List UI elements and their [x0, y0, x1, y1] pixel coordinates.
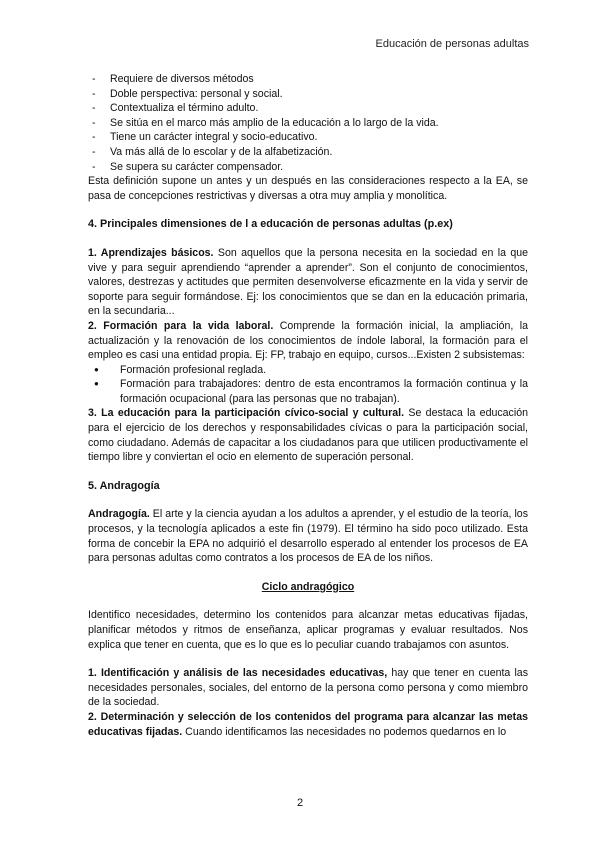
list-item: - Se supera su carácter compensador.	[90, 160, 528, 175]
dimension-civic-participation	[88, 406, 528, 464]
step-title: 2. Determinación y selección de los contenidos del programa para alcanzar las metas educativas fijadas.	[88, 710, 528, 738]
step-title: 1. Identificación y análisis de las necesidades educativas,	[88, 667, 388, 680]
list-item: - Contextualiza el término adulto.	[90, 101, 528, 116]
cycle-step-2	[88, 710, 528, 739]
page-number: 2	[296, 797, 304, 809]
dimension-title: 2. Formación para la vida laboral.	[88, 319, 274, 332]
list-item: - Tiene un carácter integral y socio-educativo.	[90, 130, 528, 145]
cycle-intro: Identifico necesidades, determino los contenidos para alcanzar metas educativas fijadas, planificar métodos y ritmos de enseñanza, aplicar programas y evaluar resultados. Nos explica que tener en cuenta, que es lo que es lo peculiar cuando trabajamos con asuntos.	[88, 609, 528, 651]
definition-text: El arte y la ciencia ayudan a los adultos a aprender, y el estudio de la teoría, los procesos, y la tecnología aplicados a este fin (1979). El término ha sido poco utilizado. Esta forma de concebir la EPA no adquirió el desarrollo esperado al entender los procesos de EA para personas adultas como contratos a los procesos de EA de los niños.	[88, 508, 528, 565]
list-item: - Se sitúa en el marco más amplio de la educación a lo largo de la vida.	[90, 116, 528, 131]
step-text: hay que tener en cuenta las necesidades personales, sociales, del entorno de la persona como persona y como miembro de la sociedad.	[88, 667, 528, 709]
dimension-title: 3. La educación para la participación cívico-social y cultural.	[88, 407, 405, 420]
cycle-step-1	[88, 666, 528, 710]
andragogy-definition	[88, 507, 528, 565]
intro-paragraph: Esta definición supone un antes y un después en las consideraciones respecto a la EA, se pasa de concepciones restrictivas y diversas a otra muy amplia y monolítica.	[88, 175, 528, 202]
list-item: - Doble perspectiva: personal y social.	[90, 87, 528, 102]
cycle-title: Ciclo andragógico	[261, 580, 355, 593]
dimension-title: 1. Aprendizajes básicos.	[88, 246, 214, 259]
section-5-heading: 5. Andragogía	[88, 479, 160, 492]
dimension-work-training	[88, 319, 528, 363]
dimension-basic-learning	[88, 246, 528, 319]
subsystems-list	[88, 363, 528, 407]
list-item: ● Formación profesional reglada.	[88, 363, 528, 378]
list-item: - Requiere de diversos métodos	[90, 72, 528, 87]
term: Andragogía.	[88, 508, 150, 521]
dimension-text: Comprende la formación inicial, la ampliación, la actualización y la renovación de los conocimientos de índole laboral, la formación para el empleo es casi una entidad propia. Ej: FP, trabajo en equipo, cursos...Existen 2 subsistemas:	[88, 319, 528, 362]
step-text: Cuando identificamos las necesidades no podemos quedarnos en lo	[182, 725, 507, 738]
section-4-heading: 4. Principales dimensiones de l a educación de personas adultas (p.ex)	[88, 218, 453, 231]
list-item: ● Formación para trabajadores: dentro de esta encontramos la formación continua y la formación ocupacional (para las personas que no trabajan).	[88, 377, 528, 406]
dimension-text: Son aquellos que la persona necesita en la sociedad en la que vive y para seguir aprendiendo “aprender a aprender”. Son el conjunto de conocimientos, valores, destrezas y actitudes que permiten desenvolverse eficazmente en la vida y servir de soporte para seguir formándose. Ej: los conocimientos que se dan en la educación primaria, en la secundaria...	[88, 246, 528, 318]
dimension-text: Se destaca la educación para el ejercicio de los derechos y responsabilidades cívicas o para la participación social, como ciudadano. Además de capacitar a los ciudadanos para que utilicen productivamente el tiempo libre y conviertan el ocio en elemento de superación personal.	[88, 407, 528, 464]
running-header: Educación de personas adultas	[375, 38, 529, 50]
definition-characteristics-list	[88, 72, 528, 174]
page-content	[88, 72, 528, 739]
list-item: - Va más allá de lo escolar y de la alfabetización.	[90, 145, 528, 160]
